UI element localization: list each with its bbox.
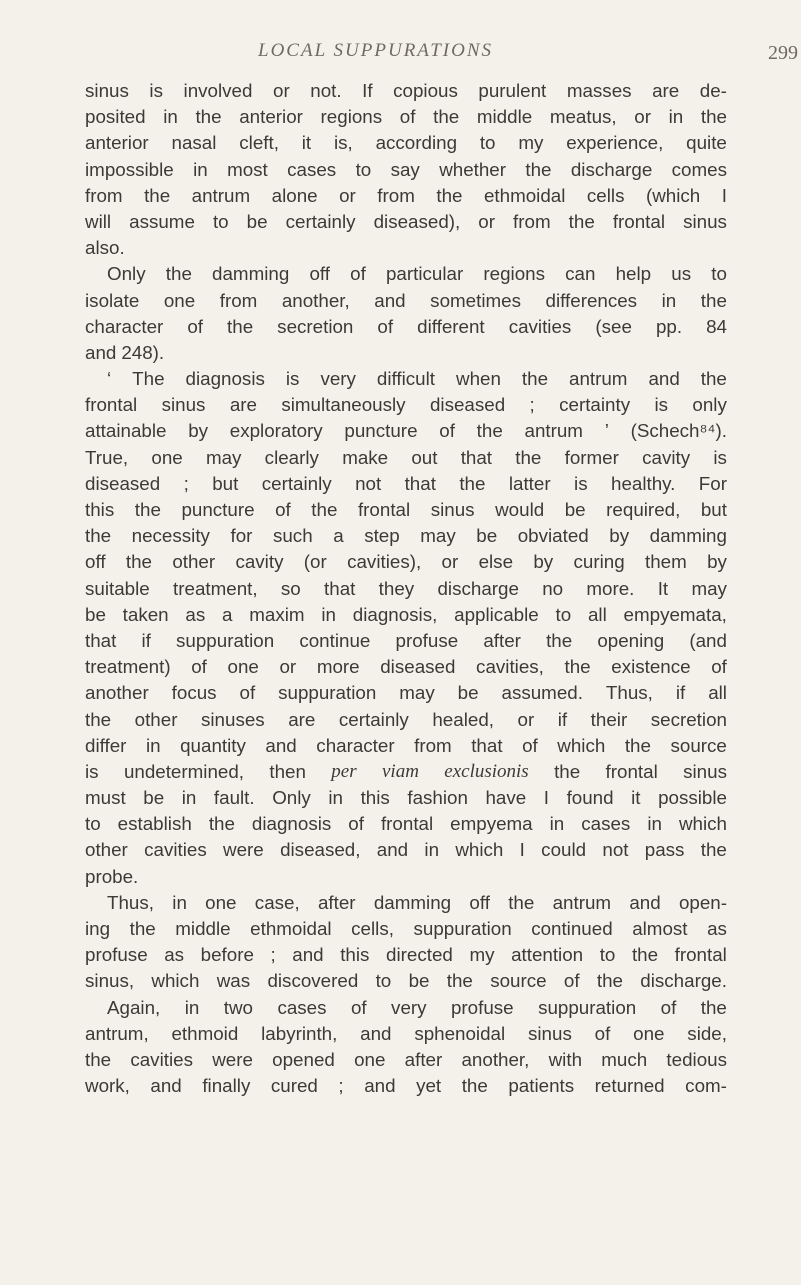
text-line: the necessity for such a step may be obviated by damming [85,525,727,547]
text-line: ing the middle ethmoidal cells, suppuration continued almost as [85,918,727,939]
text-line: treatment) of one or more diseased cavities, the existence of [85,656,727,678]
text-line: isolate one from another, and sometimes differences in the [85,289,727,311]
text-line: differ in quantity and character from that of which the source [85,734,727,756]
text-line: Only the damming off of particular regions can help us to [107,263,727,285]
text-line: other cavities were diseased, and in which I could not pass the [85,839,727,861]
text-line: will assume to be certainly diseased), or from the frontal sinus [85,210,727,232]
text-line: character of the secretion of different cavities (see pp. 84 [85,315,727,337]
running-header [0,40,801,70]
text-line: probe. [85,865,139,887]
text-line: is undetermined, then per viam exclusionis the frontal sinus [85,760,727,782]
text-line: True, one may clearly make out that the former cavity is [85,446,727,468]
text-line: ‘ The diagnosis is very difficult when the antrum and the [107,368,727,390]
text-line: anterior nasal cleft, it is, according to my experience, quite [85,132,727,154]
text-line: be taken as a maxim in diagnosis, applicable to all empyemata, [85,603,727,625]
body-text [85,78,727,1099]
text-line: impossible in most cases to say whether the discharge comes [85,158,727,180]
text-line: another focus of suppuration may be assumed. Thus, if all [85,682,727,704]
running-title: LOCAL SUPPURATIONS [258,40,493,61]
text-line: that if suppuration continue profuse after the opening (and [85,629,727,651]
text-line: off the other cavity (or cavities), or else by curing them by [85,551,727,573]
text-line: the cavities were opened one after another, with much tedious [85,1048,727,1070]
text-line: attainable by exploratory puncture of the antrum ’ (Schech⁸⁴). [85,420,727,442]
text-line: sinus, which was discovered to be the source of the discharge. [85,970,727,992]
text-line: work, and finally cured ; and yet the patients returned com- [85,1075,727,1097]
text-line: also. [85,237,125,259]
text-line: sinus is involved or not. If copious purulent masses are de- [85,80,727,101]
text-line: Again, in two cases of very profuse suppuration of the [107,996,727,1018]
text-line: to establish the diagnosis of frontal empyema in cases in which [85,813,727,835]
text-line: from the antrum alone or from the ethmoidal cells (which I [85,184,727,206]
text-line: antrum, ethmoid labyrinth, and sphenoidal sinus of one side, [85,1022,727,1044]
text-line: suitable treatment, so that they discharge no more. It may [85,577,727,599]
text-line: posited in the anterior regions of the middle meatus, or in the [85,106,727,128]
page-number: 299 [768,42,798,64]
text-line: Thus, in one case, after damming off the antrum and open- [107,891,727,913]
text-line: the other sinuses are certainly healed, or if their secretion [85,708,727,730]
text-line: must be in fault. Only in this fashion have I found it possible [85,787,727,809]
text-line: frontal sinus are simultaneously diseased ; certainty is only [85,394,727,416]
text-line: diseased ; but certainly not that the latter is healthy. For [85,472,727,494]
text-line: this the puncture of the frontal sinus would be required, but [85,499,727,520]
text-line: and 248). [85,341,165,363]
text-line: profuse as before ; and this directed my attention to the frontal [85,944,727,966]
